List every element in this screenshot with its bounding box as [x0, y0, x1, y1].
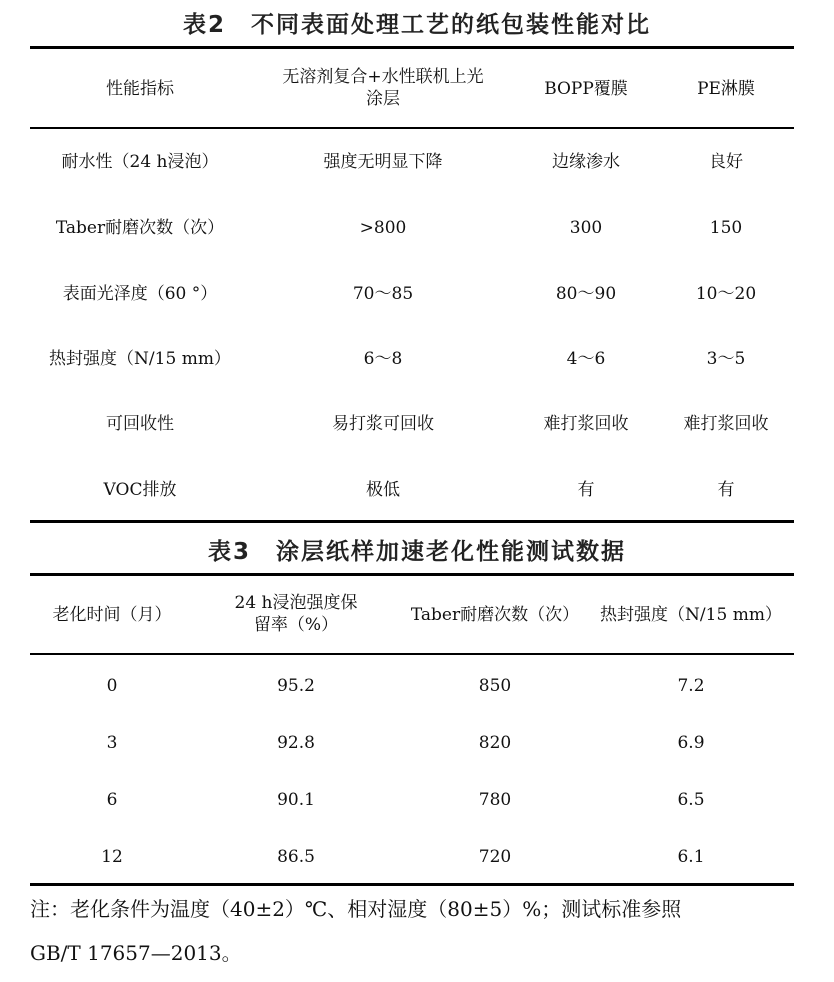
table2-cell: 300	[569, 218, 603, 238]
table2-header-coating	[282, 66, 483, 110]
table2-header-rule	[30, 127, 794, 129]
table3-cell: 6	[106, 790, 118, 810]
table3-title: 表3 涂层纸样加速老化性能测试数据	[207, 539, 626, 565]
table2-cell: 强度无明显下降	[323, 152, 443, 172]
table2-top-rule	[30, 46, 794, 49]
table3-cell: 6.5	[677, 790, 705, 810]
table2-cell: 难打浆回收	[543, 414, 629, 434]
table3-top-rule	[30, 573, 794, 576]
table2-cell: 易打浆可回收	[332, 414, 434, 434]
table2-header-coating-line1: 无溶剂复合+水性联机上光	[282, 67, 484, 87]
table3-header-retention	[235, 592, 358, 636]
table-footnote-line2: GB/T 17657—2013。	[30, 941, 242, 965]
table2-cell: 150	[709, 218, 743, 238]
table2-header-coating-line2: 涂层	[366, 89, 400, 109]
table3-cell: 90.1	[277, 790, 315, 810]
table3-cell: 6.1	[677, 847, 705, 867]
table3-cell: 720	[478, 847, 512, 867]
table2-cell: 边缘渗水	[552, 152, 620, 172]
table3-header-taber: Taber耐磨次数（次）	[410, 605, 580, 625]
table2-cell: 6～8	[363, 349, 403, 369]
table2-cell: 3～5	[706, 349, 746, 369]
table2-cell: 4～6	[566, 349, 606, 369]
table3-cell: 6.9	[677, 733, 705, 753]
table2-cell: >800	[359, 218, 407, 238]
table3-cell: 0	[106, 676, 118, 696]
table2-cell: VOC排放	[103, 480, 177, 500]
table2-cell: 良好	[709, 152, 743, 172]
table3-cell: 780	[478, 790, 512, 810]
table3-cell: 3	[106, 733, 118, 753]
table3-cell: 850	[478, 676, 512, 696]
table2-bottom-rule	[30, 520, 794, 523]
table-footnote-line1: 注：老化条件为温度（40±2）℃、相对湿度（80±5）%；测试标准参照	[30, 897, 682, 921]
table2-cell: 70～85	[352, 284, 414, 304]
table2-cell: 10～20	[695, 284, 757, 304]
table3-cell: 12	[101, 847, 123, 867]
table3-header-retention-line1: 24 h浸泡强度保	[234, 593, 358, 613]
table3-header-rule	[30, 653, 794, 655]
table2-cell: 80～90	[555, 284, 617, 304]
table2-cell: 有	[577, 480, 595, 500]
table3-bottom-rule	[30, 883, 794, 886]
table2-header-metric: 性能指标	[106, 79, 174, 99]
table3-cell: 7.2	[677, 676, 705, 696]
table3-cell: 92.8	[277, 733, 315, 753]
table2-cell: 可回收性	[106, 414, 174, 434]
table3-cell: 820	[478, 733, 512, 753]
table3-header-retention-line2: 留率（%）	[253, 615, 339, 635]
table2-cell: 难打浆回收	[683, 414, 769, 434]
table2-cell: 有	[717, 480, 735, 500]
table2-cell: Taber耐磨次数（次）	[55, 218, 225, 238]
table3-header-heatseal: 热封强度（N/15 mm）	[600, 605, 782, 625]
table2-cell: 表面光泽度（60 °）	[62, 284, 218, 304]
table2-title: 表2 不同表面处理工艺的纸包装性能对比	[182, 12, 651, 38]
table2-header-pe: PE淋膜	[697, 79, 755, 99]
table2-cell: 极低	[366, 480, 400, 500]
table2-cell: 耐水性（24 h浸泡）	[61, 152, 219, 172]
table3-cell: 86.5	[277, 847, 315, 867]
table3-header-time: 老化时间（月）	[52, 605, 172, 625]
table2-header-bopp: BOPP覆膜	[544, 79, 628, 99]
table3-cell: 95.2	[277, 676, 315, 696]
table2-cell: 热封强度（N/15 mm）	[49, 349, 231, 369]
